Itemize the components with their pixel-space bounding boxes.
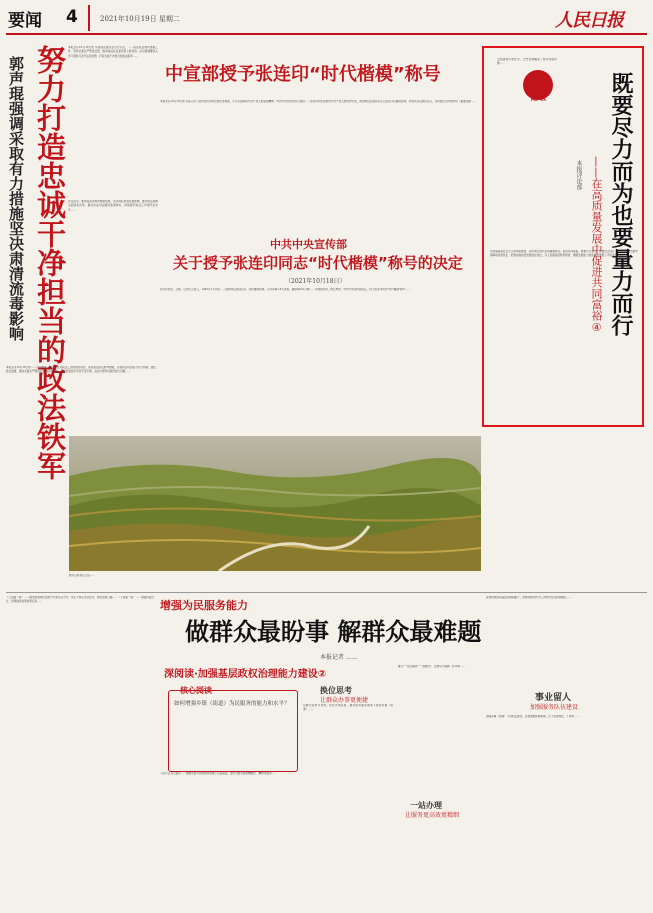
page-number: 4 bbox=[66, 7, 78, 27]
section-staff-label: 事业留人 bbox=[535, 693, 572, 703]
decision-kicker: 中共中央宣传部 bbox=[270, 238, 347, 251]
left-small-headline: 郭声琨强调采取有力措施坚决肃清流毒影响 bbox=[7, 56, 25, 341]
masthead-rule bbox=[6, 33, 647, 35]
photo-caption: 图为山西省左云县…… bbox=[69, 574, 95, 577]
service-body-5: 加强乡镇（街道）干部队伍建设，完善激励保障机制，让干部留得住、干得好…… bbox=[486, 715, 580, 718]
left-article-body-2: 会议指出，要巩固深化教育整顿成果，坚决彻底肃清流毒影响，推进政法领域全面深化改革，健全执法司法制约监督体系，持续提升政法工作现代化水平…… bbox=[68, 200, 158, 212]
publication-date: 2021年10月19日 星期二 bbox=[100, 15, 180, 23]
section-title: 要闻 bbox=[8, 11, 42, 31]
commentary-subtitle: ——在高质量发展中促进共同富裕④ bbox=[590, 156, 603, 334]
decision-title: 关于授予张连印同志“时代楷模”称号的决定 bbox=[173, 254, 463, 272]
commentary-body: 共同富裕是社会主义的本质要求，是中国式现代化的重要特征。促进共同富裕，既要尽力而为，也要量力而行……要坚持在发展中保障和改善民生，把推动高质量发展放在首位，为人民提高受教育程度、增强发展能力创造更加普惠公平的条件…… bbox=[490, 250, 638, 258]
terrace-hills-image bbox=[69, 436, 481, 571]
section-staff-sub: 加强服务队伍建设 bbox=[530, 704, 579, 711]
decision-body: 张连印同志，汉族，山西左云县人，1945年1月出生……他退休后回到家乡，坚持植树造林，义务造林1.8万余亩，植树200多万株……为褒扬先进，树立典型，中共中央宣传部决定，授予张连印同志"时代楷模"称号…… bbox=[160, 288, 411, 291]
service-body-4: 各地积极探索基层治理新路子，把服务群众作为工作的出发点和落脚点…… bbox=[486, 596, 572, 599]
section-stop-sub: 让服务更高效更精细 bbox=[405, 812, 460, 819]
series-title: 深阅读·加强基层政权治理能力建设② bbox=[164, 669, 327, 680]
section-think-sub: 让群众办事更便捷 bbox=[320, 697, 369, 704]
core-reading-text: 如何增强乡镇（街道）为民服务的能力和水平？ bbox=[174, 701, 290, 707]
core-reading-label: 核心阅读 bbox=[180, 685, 212, 695]
honor-body: 本报北京10月18日电 为深入学习宣传张连印同志的先进事迹，大力弘扬新时代共产党人的崇高精神，中共中央宣传部近日追授……张连印同志是新时代共产党人的优秀代表，他退休后扎根家乡左云县荒沙区植树造林，带领乡亲们绿化荒山，为改善生态环境作出了重要贡献…… bbox=[160, 100, 477, 103]
decision-date: （2021年10月18日） bbox=[285, 278, 346, 285]
service-body-2: 以群众需求为导向，优化办事流程，推动政务服务事项下放到乡镇（街道）…… bbox=[303, 704, 393, 712]
service-title: 做群众最盼事 解群众最难题 bbox=[185, 618, 482, 646]
service-byline: 本报记者 …… bbox=[320, 654, 358, 661]
commentary-logo-label: 论坛 bbox=[530, 93, 546, 102]
section-divider bbox=[6, 592, 647, 593]
left-big-headline: 努力打造忠诚干净担当的政法铁军 bbox=[33, 45, 67, 480]
service-body-1: 习近平总书记指出……要推动更多资源服务管理下沉到基层，更好为群众提供精准化、精细化服务…… bbox=[160, 772, 277, 775]
commentary-note: 全面建成小康社会，历史性地解决了绝对贫困问题…… bbox=[497, 58, 557, 66]
honor-title: 中宣部授予张连印“时代楷模”称号 bbox=[165, 64, 441, 85]
bottom-left-body: （上接第一版）……推动形成绿色发展方式和生活方式，坚定不移走生态优先、绿色发展之路……（上接第一版）……加强顶层设计，统筹推进各项改革任务…… bbox=[6, 596, 154, 604]
service-body-3: 推行"一站式服务""一窗通办"，让群众少跑腿、好办事…… bbox=[398, 665, 466, 668]
newspaper-logo: 人民日报 bbox=[555, 10, 623, 31]
commentary-title: 既要尽力而为也要量力而行 bbox=[608, 72, 633, 336]
landscape-photo bbox=[69, 436, 481, 571]
left-article-body: 本报北京10月18日电 中央政法委员会召开会议，……政法队伍教育整顿工作，坚持全面从严管党治警，推动政法队伍建设再上新台阶。会议强调要深入学习贯彻习近平法治思想，打造忠诚干净担当的政法铁军…… bbox=[68, 46, 158, 58]
service-kicker: 增强为民服务能力 bbox=[160, 599, 248, 612]
left-lower-body: 本报北京10月18日电……会议要求，要坚持党对政法工作的绝对领导，深化政法队伍教育整顿，完善执法司法权力运行机制，强化政治监督，推动全面从严管党治警向纵深发展，为建设更高水平的平安中国、法治中国作出新的更大贡献…… bbox=[6, 366, 156, 374]
commentary-author: 本报评论部 bbox=[575, 160, 582, 190]
section-think-label: 换位思考 bbox=[320, 685, 352, 695]
section-stop-label: 一站办理 bbox=[410, 800, 442, 810]
